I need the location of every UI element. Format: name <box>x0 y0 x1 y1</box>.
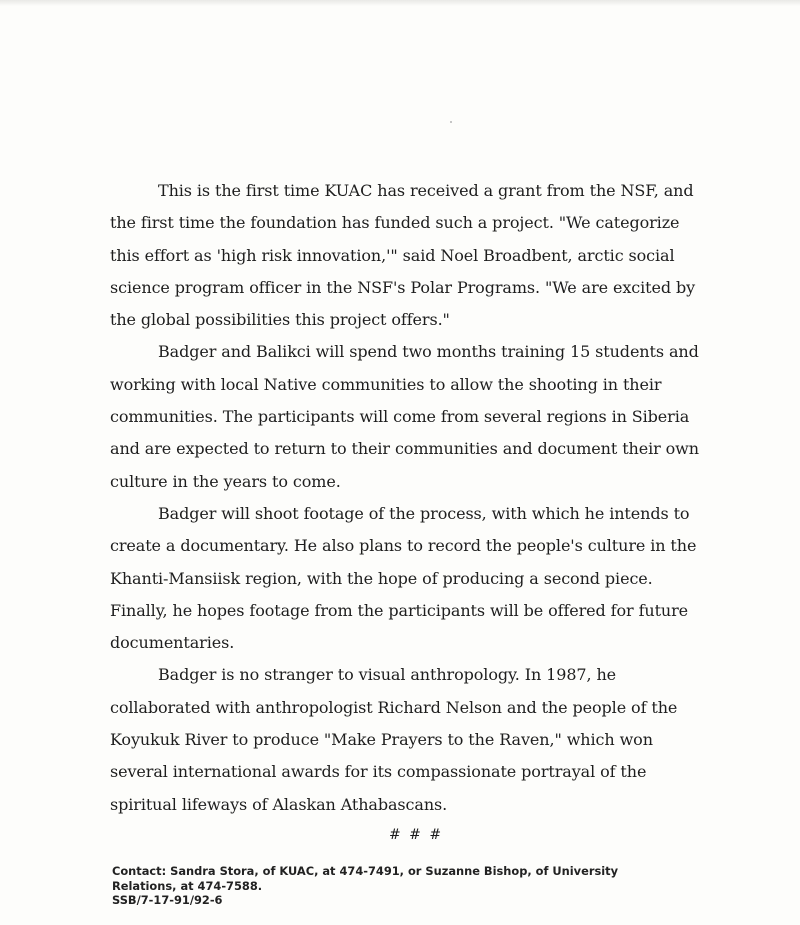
press-release-body <box>110 175 710 821</box>
paragraph-training-students: Badger and Balikci will spend two months training 15 students and working with local Native communities to allow the shooting in their communities. The participants will come from several regions in Siberia and are expected to return to their communities and document their own culture in the years to come. <box>110 342 699 491</box>
scan-edge-shadow <box>0 0 800 6</box>
scan-speck <box>450 121 452 123</box>
contact-line-3: SSB/7-17-91/92-6 <box>112 893 223 907</box>
paragraph-kuac-grant: This is the first time KUAC has received a grant from the NSF, and the first time the foundation has funded such a project. "We categorize this effort as 'high risk innovation,'" said Noel Broadbent, arctic social science program officer in the NSF's Polar Programs. "We are excited by the global possibilities this project offers." <box>110 181 696 330</box>
paragraph-documentary: Badger will shoot footage of the process, with which he intends to create a documentary. He also plans to record the people's culture in the Khanti-Mansiisk region, with the hope of producing a second piece. Finally, he hopes footage from the participants will be offered for future documentaries. <box>110 503 697 653</box>
contact-line-1: Contact: Sandra Stora, of KUAC, at 474-7491, or Suzanne Bishop, of University <box>112 864 618 878</box>
contact-line-2: Relations, at 474-7588. <box>112 878 263 893</box>
contact-block <box>112 864 712 908</box>
paragraph-visual-anthropology: Badger is no stranger to visual anthropology. In 1987, he collaborated with anthropologist Richard Nelson and the people of the Koyukuk River to produce "Make Prayers to the Raven," which won several international awards for its compassionate portrayal of the spiritual lifeways of Alaskan Athabascans. <box>110 665 678 814</box>
end-marker: # # # <box>389 827 444 843</box>
